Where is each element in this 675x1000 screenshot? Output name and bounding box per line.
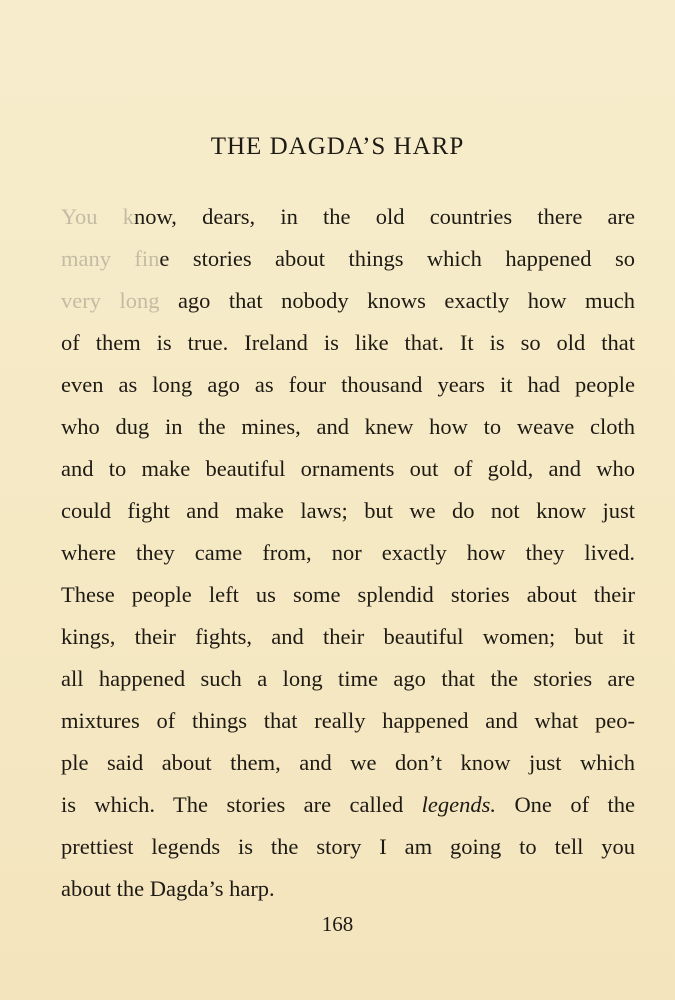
line-text: One of the <box>496 792 635 817</box>
text-line <box>61 658 635 700</box>
text-line <box>61 784 635 826</box>
line-text: e stories about things which happened so <box>159 246 635 271</box>
line-text: is which. The stories are called <box>61 792 422 817</box>
text-line <box>61 574 635 616</box>
text-line <box>61 616 635 658</box>
line-text: ple said about them, and we don’t know just which <box>61 750 635 775</box>
text-line <box>61 280 635 322</box>
text-line <box>61 700 635 742</box>
page-number: 168 <box>321 912 354 936</box>
italic-term: legends. <box>421 792 497 817</box>
text-line <box>61 364 635 406</box>
text-line <box>61 742 635 784</box>
line-text: and to make beautiful ornaments out of gold, and who <box>61 456 635 481</box>
text-line <box>61 532 635 574</box>
text-line <box>61 868 635 910</box>
text-line <box>61 238 635 280</box>
faded-text: You k <box>61 204 134 229</box>
chapter-title: THE DAGDA’S HARP <box>210 133 465 160</box>
text-line <box>61 490 635 532</box>
line-text: mixtures of things that really happened and what peo- <box>61 708 635 733</box>
line-text: even as long ago as four thousand years it had people <box>61 372 635 397</box>
line-text: who dug in the mines, and knew how to weave cloth <box>61 414 635 439</box>
text-line <box>61 322 635 364</box>
text-line <box>61 196 635 238</box>
line-text: now, dears, in the old countries there are <box>133 204 635 229</box>
text-line <box>61 406 635 448</box>
faded-text: many fin <box>61 246 160 271</box>
line-text: prettiest legends is the story I am going to tell you <box>61 834 635 859</box>
text-line <box>61 826 635 868</box>
line-text: all happened such a long time ago that the stories are <box>61 666 635 691</box>
line-text: where they came from, nor exactly how they lived. <box>61 540 635 565</box>
line-text: about the Dagda’s harp. <box>61 876 275 901</box>
line-text: of them is true. Ireland is like that. It is so old that <box>61 330 635 355</box>
line-text: ago that nobody knows exactly how much <box>159 288 635 313</box>
text-line <box>61 448 635 490</box>
faded-text: very long <box>61 288 160 313</box>
line-text: could fight and make laws; but we do not know just <box>61 498 635 523</box>
line-text: These people left us some splendid stories about their <box>61 582 635 607</box>
line-text: kings, their fights, and their beautiful women; but it <box>61 624 635 649</box>
